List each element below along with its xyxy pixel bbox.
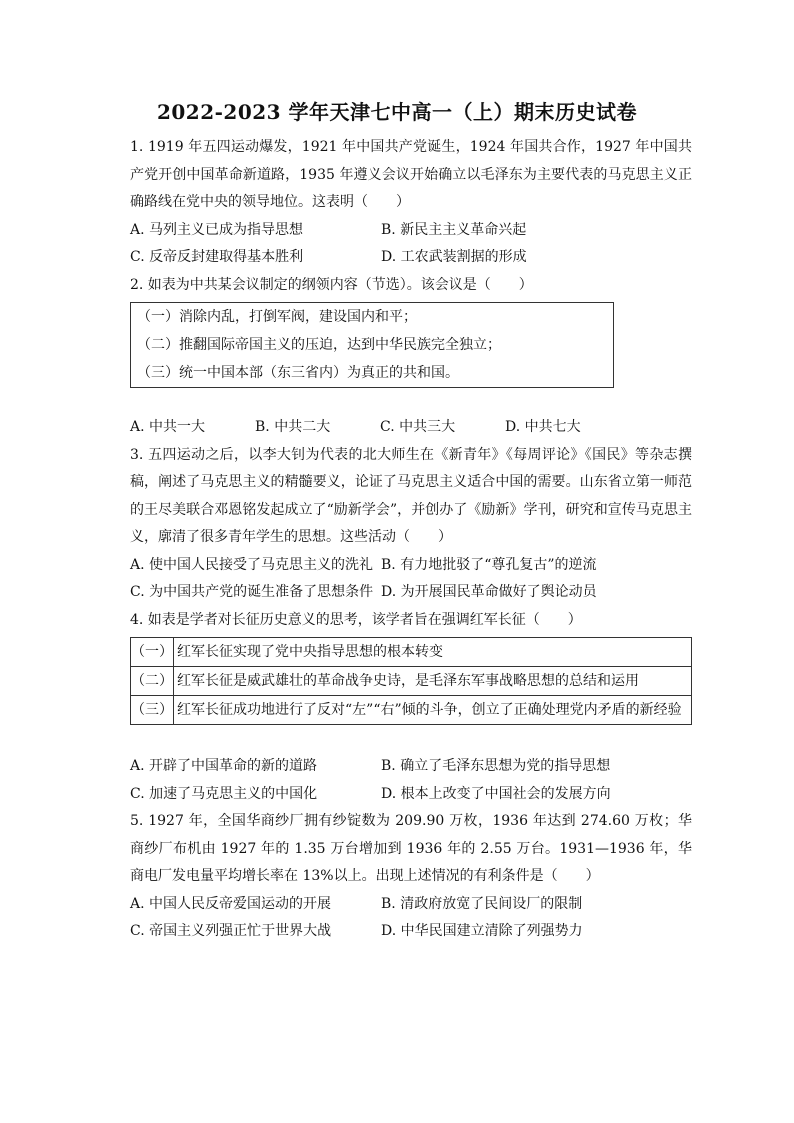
- option-c[interactable]: C. 为中国共产党的诞生准备了思想条件: [130, 584, 374, 600]
- table-cell-index: （三）: [131, 696, 174, 725]
- question-1: [130, 134, 692, 272]
- option-c[interactable]: C. 中共三大: [380, 419, 456, 435]
- table-row: [131, 696, 692, 725]
- option-b[interactable]: B. 确立了毛泽东思想为党的指导思想: [381, 758, 611, 774]
- long-march-table: [130, 637, 692, 725]
- question-5: [130, 808, 692, 946]
- program-line: （三）统一中国本部（东三省内）为真正的共和国。: [137, 365, 459, 381]
- table-cell-text: 红军长征成功地进行了反对“左”“右”倾的斗争，创立了正确处理党内矛盾的新经验: [174, 696, 692, 725]
- option-a[interactable]: A. 开辟了中国革命的新的道路: [130, 758, 318, 774]
- table-row: [131, 667, 692, 696]
- option-c[interactable]: C. 反帝反封建取得基本胜利: [130, 249, 304, 265]
- question-2: [130, 272, 692, 442]
- table-row: [131, 638, 692, 667]
- question-5-text: 5. 1927 年，全国华商纱厂拥有纱锭数为 209.90 万枚，1936 年达到 274.60 万枚；华商纱厂布机由 1927 年的 1.35 万台增加到 1936 年的 2.55 万台。1931—1936 年，华商电厂发电量平均增长率在 13%以上。出现上述情况的有利条件是（ ）: [130, 813, 692, 884]
- question-3-text: 3. 五四运动之后，以李大钊为代表的北大师生在《新青年》《每周评论》《国民》等杂志撰稿，阐述了马克思主义的精髓要义，论证了马克思主义适合中国的需要。山东省立第一师范的王尽美联合邓恩铭发起成立了“励新学会”，并创办了《励新》学刊，研究和宣传马克思主义，廓清了很多青年学生的思想。这些活动（ ）: [130, 446, 692, 545]
- option-d[interactable]: D. 根本上改变了中国社会的发展方向: [381, 785, 611, 802]
- table-cell-text: 红军长征是威武雄壮的革命战争史诗，是毛泽东军事战略思想的总结和运用: [174, 667, 692, 696]
- table-cell-index: （一）: [131, 638, 174, 667]
- question-3: [130, 442, 692, 607]
- option-b[interactable]: B. 中共二大: [255, 419, 331, 435]
- option-c[interactable]: C. 加速了马克思主义的中国化: [130, 785, 318, 802]
- question-1-options: [130, 217, 692, 272]
- question-4: [130, 607, 692, 809]
- question-5-options: [130, 891, 692, 946]
- program-box: [130, 302, 614, 388]
- option-d[interactable]: D. 为开展国民革命做好了舆论动员: [381, 584, 597, 600]
- option-d[interactable]: D. 工农武装割据的形成: [381, 249, 527, 265]
- option-d[interactable]: D. 中共七大: [505, 419, 581, 435]
- option-b[interactable]: B. 清政府放宽了民间设厂的限制: [381, 895, 583, 912]
- option-b[interactable]: B. 新民主主义革命兴起: [381, 221, 527, 238]
- table-cell-text: 红军长征实现了党中央指导思想的根本转变: [174, 638, 692, 667]
- option-a[interactable]: A. 中国人民反帝爱国运动的开展: [130, 895, 332, 912]
- option-c[interactable]: C. 帝国主义列强正忙于世界大战: [130, 923, 332, 939]
- page-title: 2022-2023 学年天津七中高一（上）期末历史试卷: [156, 100, 638, 124]
- table-cell-index: （二）: [131, 667, 174, 696]
- question-3-options: [130, 552, 692, 607]
- question-4-text: 4. 如表是学者对长征历史意义的思考，该学者旨在强调红军长征（ ）: [130, 611, 582, 628]
- question-2-options: [130, 414, 692, 442]
- question-1-text: 1. 1919 年五四运动爆发，1921 年中国共产党诞生，1924 年国共合作，1927 年中国共产党开创中国革命新道路，1935 年遵义会议开始确立以毛泽东为主要代表的马克思主义正确路线在党中央的领导地位。这表明（ ）: [130, 139, 692, 210]
- question-2-text: 2. 如表为中共某会议制定的纲领内容（节选）。该会议是（ ）: [130, 276, 533, 293]
- question-4-options: [130, 753, 692, 808]
- option-a[interactable]: A. 使中国人民接受了马克思主义的洗礼: [130, 556, 374, 573]
- program-line: （一）消除内乱，打倒军阀，建设国内和平；: [137, 309, 417, 325]
- program-line: （二）推翻国际帝国主义的压迫，达到中华民族完全独立；: [137, 337, 501, 353]
- option-d[interactable]: D. 中华民国建立清除了列强势力: [381, 923, 583, 939]
- exam-content: [130, 134, 692, 946]
- option-a[interactable]: A. 中共一大: [130, 419, 206, 435]
- option-b[interactable]: B. 有力地批驳了“尊孔复古”的逆流: [381, 556, 597, 573]
- option-a[interactable]: A. 马列主义已成为指导思想: [130, 221, 304, 238]
